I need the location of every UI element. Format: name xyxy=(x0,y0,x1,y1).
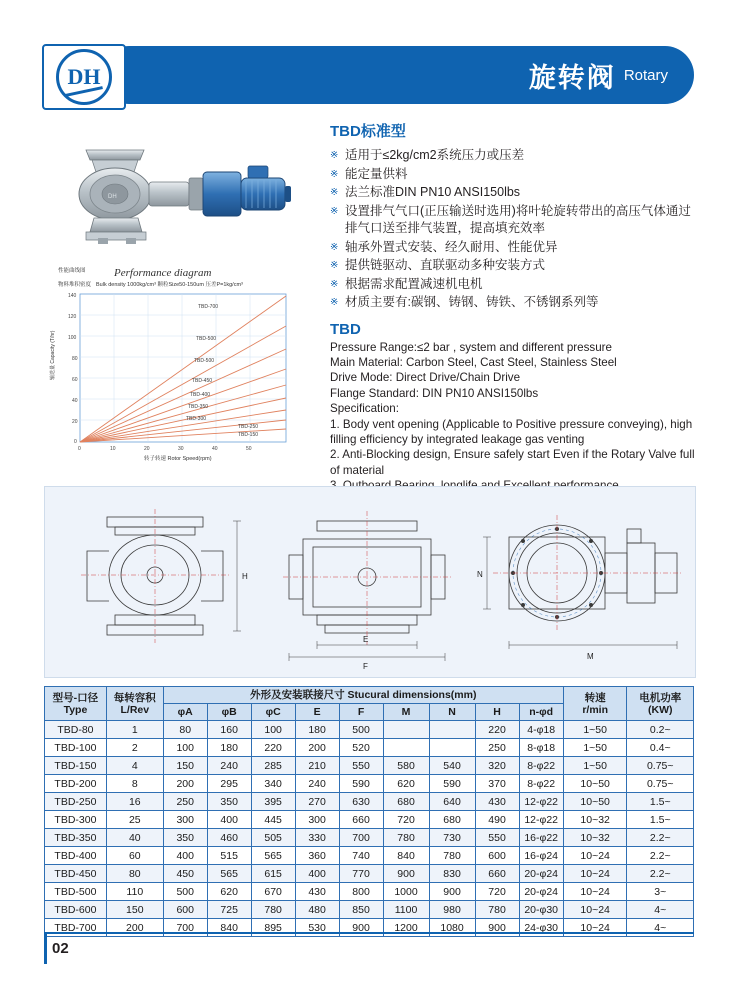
cell-b: 160 xyxy=(207,721,251,739)
cell-m xyxy=(383,739,429,757)
list-item-text: 设置排气气口(正压输送时选用)将叶轮旋转带出的高压气体通过排气口送至排气装置，提高填充效率 xyxy=(345,203,691,235)
th-dim-f: F xyxy=(339,704,383,721)
cell-c: 340 xyxy=(251,775,295,793)
cell-h: 900 xyxy=(475,919,519,937)
chart-title-cn: 性能曲线图 xyxy=(58,268,86,274)
cell-c: 780 xyxy=(251,901,295,919)
cell-type: TBD-700 xyxy=(45,919,107,937)
series-label: TBD-450 xyxy=(192,378,213,384)
cell-m: 1200 xyxy=(383,919,429,937)
th-dim-n: N xyxy=(429,704,475,721)
specification-table xyxy=(44,686,694,937)
cell-a: 200 xyxy=(163,775,207,793)
svg-text:30: 30 xyxy=(178,446,184,452)
table-row xyxy=(45,829,694,847)
cell-kw: 2.2~ xyxy=(627,865,694,883)
cell-b: 240 xyxy=(207,757,251,775)
cell-b: 840 xyxy=(207,919,251,937)
list-item xyxy=(330,184,698,202)
cell-n: 590 xyxy=(429,775,475,793)
series-label: TBD-700 xyxy=(198,304,219,310)
cell-nd: 12-φ22 xyxy=(519,811,563,829)
cell-kw: 1.5~ xyxy=(627,811,694,829)
en-line: Flange Standard: DIN PN10 ANSI150lbs xyxy=(330,386,539,400)
list-item-text: 根据需求配置减速机电机 xyxy=(345,276,483,291)
header-title-bar xyxy=(100,46,694,104)
company-logo xyxy=(42,44,126,110)
cell-n: 900 xyxy=(429,883,475,901)
svg-text:20: 20 xyxy=(72,419,78,425)
cell-lrev: 80 xyxy=(106,865,163,883)
cell-a: 400 xyxy=(163,847,207,865)
th-dim-a: φA xyxy=(163,704,207,721)
cell-nd: 20-φ24 xyxy=(519,865,563,883)
cell-e: 300 xyxy=(295,811,339,829)
en-line: Specification: xyxy=(330,402,399,416)
cell-type: TBD-150 xyxy=(45,757,107,775)
cell-f: 850 xyxy=(339,901,383,919)
cell-n: 980 xyxy=(429,901,475,919)
bullet-marker-icon: ※ xyxy=(330,205,339,217)
cell-m: 1000 xyxy=(383,883,429,901)
series-label: TBD-250 xyxy=(238,424,259,430)
cell-kw: 0.4~ xyxy=(627,739,694,757)
cell-speed: 10~24 xyxy=(563,847,627,865)
svg-text:转子转速 Rotor Speed(rpm): 转子转速 Rotor Speed(rpm) xyxy=(144,456,212,462)
cell-speed: 10~24 xyxy=(563,865,627,883)
table-row xyxy=(45,847,694,865)
bullet-marker-icon: ※ xyxy=(330,150,339,161)
svg-text:40: 40 xyxy=(212,446,218,452)
cell-nd: 8-φ22 xyxy=(519,757,563,775)
dimension-label-m: M xyxy=(587,652,594,661)
footer-accent-bar xyxy=(44,934,47,964)
cell-b: 180 xyxy=(207,739,251,757)
cell-lrev: 40 xyxy=(106,829,163,847)
en-line: Main Material: Carbon Steel, Cast Steel, Stainless Steel xyxy=(330,355,617,369)
cell-speed: 10~24 xyxy=(563,919,627,937)
series-label: TBD-150 xyxy=(238,432,259,438)
list-item xyxy=(330,166,698,184)
list-item xyxy=(330,147,698,165)
cell-f: 550 xyxy=(339,757,383,775)
svg-text:40: 40 xyxy=(72,398,78,404)
cell-m: 900 xyxy=(383,865,429,883)
cell-b: 350 xyxy=(207,793,251,811)
cell-kw: 3~ xyxy=(627,883,694,901)
cell-h: 320 xyxy=(475,757,519,775)
cell-type: TBD-350 xyxy=(45,829,107,847)
performance-chart xyxy=(48,262,310,474)
cell-a: 700 xyxy=(163,919,207,937)
dimension-label-n: N xyxy=(477,570,483,579)
bullet-marker-icon: ※ xyxy=(330,278,339,290)
svg-text:50: 50 xyxy=(246,446,252,452)
chart-subtitle-cn: 物料堆积密度 xyxy=(58,282,92,288)
cell-h: 250 xyxy=(475,739,519,757)
series-label: TBD-400 xyxy=(190,392,211,398)
th-dim-b: φB xyxy=(207,704,251,721)
table-row xyxy=(45,739,694,757)
cell-e: 200 xyxy=(295,739,339,757)
cell-nd: 4-φ18 xyxy=(519,721,563,739)
cell-m: 580 xyxy=(383,757,429,775)
table-row xyxy=(45,757,694,775)
bullet-marker-icon: ※ xyxy=(330,297,339,308)
cell-c: 670 xyxy=(251,883,295,901)
cell-f: 660 xyxy=(339,811,383,829)
cell-h: 430 xyxy=(475,793,519,811)
th-dim-m: M xyxy=(383,704,429,721)
svg-text:输送量 Capacity (T/hr): 输送量 Capacity (T/hr) xyxy=(50,330,56,380)
cell-n: 830 xyxy=(429,865,475,883)
cell-kw: 0.75~ xyxy=(627,757,694,775)
cell-kw: 0.75~ xyxy=(627,775,694,793)
cell-e: 210 xyxy=(295,757,339,775)
cell-speed: 1~50 xyxy=(563,757,627,775)
en-line: 2. Anti-Blocking design, Ensure safely start Even if the Rotary Valve full of material xyxy=(330,448,695,477)
cell-lrev: 110 xyxy=(106,883,163,901)
cell-f: 520 xyxy=(339,739,383,757)
th-dimensions: 外形及安装联接尺寸 Stucural dimensions(mm) xyxy=(163,687,563,704)
en-line: Pressure Range:≤2 bar , system and different pressure xyxy=(330,340,612,354)
cell-type: TBD-250 xyxy=(45,793,107,811)
cell-n: 540 xyxy=(429,757,475,775)
bullet-marker-icon: ※ xyxy=(330,168,339,180)
cell-h: 660 xyxy=(475,865,519,883)
cell-speed: 10~50 xyxy=(563,793,627,811)
cell-c: 100 xyxy=(251,721,295,739)
en-line: 1. Body vent opening (Applicable to Positive pressure conveying), high filling efficiency by integrated leakage gas venting xyxy=(330,417,693,446)
cell-b: 515 xyxy=(207,847,251,865)
dimension-label-f: F xyxy=(363,662,368,671)
th-speed: 转速 r/min xyxy=(563,687,627,721)
cell-kw: 2.2~ xyxy=(627,847,694,865)
cell-a: 500 xyxy=(163,883,207,901)
page-footer xyxy=(44,932,694,968)
table-row xyxy=(45,793,694,811)
bullet-marker-icon: ※ xyxy=(330,241,339,253)
series-label: TBD-500 xyxy=(196,336,217,342)
cell-b: 565 xyxy=(207,865,251,883)
cell-f: 500 xyxy=(339,721,383,739)
svg-text:10: 10 xyxy=(110,446,116,452)
series-label: TBD-500 xyxy=(194,358,215,364)
cell-type: TBD-80 xyxy=(45,721,107,739)
cell-n: 780 xyxy=(429,847,475,865)
cell-lrev: 25 xyxy=(106,811,163,829)
table-row xyxy=(45,811,694,829)
cell-kw: 1.5~ xyxy=(627,793,694,811)
cell-speed: 10~32 xyxy=(563,811,627,829)
cell-e: 270 xyxy=(295,793,339,811)
cell-speed: 10~32 xyxy=(563,829,627,847)
cell-lrev: 200 xyxy=(106,919,163,937)
cell-e: 240 xyxy=(295,775,339,793)
dimension-label-h: H xyxy=(242,572,248,581)
list-item-text: 适用于≤2kg/cm2系统压力或压差 xyxy=(345,148,525,162)
bullet-marker-icon: ※ xyxy=(330,260,339,271)
svg-text:120: 120 xyxy=(68,314,77,320)
cell-a: 600 xyxy=(163,901,207,919)
cell-h: 490 xyxy=(475,811,519,829)
cell-nd: 8-φ18 xyxy=(519,739,563,757)
cell-f: 740 xyxy=(339,847,383,865)
cell-h: 370 xyxy=(475,775,519,793)
svg-text:80: 80 xyxy=(72,356,78,362)
th-dim-e: E xyxy=(295,704,339,721)
table-row xyxy=(45,775,694,793)
cn-section-title: TBD标准型 xyxy=(330,123,406,140)
cell-b: 620 xyxy=(207,883,251,901)
cell-h: 600 xyxy=(475,847,519,865)
cell-e: 360 xyxy=(295,847,339,865)
technical-drawings-band xyxy=(44,486,696,678)
chart-title: Performance diagram xyxy=(114,267,212,279)
list-item xyxy=(330,257,698,275)
table-header-row xyxy=(45,687,694,704)
series-label: TBD-300 xyxy=(186,416,207,422)
en-line: Drive Mode: Direct Drive/Chain Drive xyxy=(330,371,521,385)
cell-e: 180 xyxy=(295,721,339,739)
cell-type: TBD-600 xyxy=(45,901,107,919)
th-dim-h: H xyxy=(475,704,519,721)
page-title-en: Rotary xyxy=(623,66,668,84)
cell-a: 350 xyxy=(163,829,207,847)
cell-m: 720 xyxy=(383,811,429,829)
cell-b: 400 xyxy=(207,811,251,829)
product-photo xyxy=(48,132,298,257)
cell-c: 285 xyxy=(251,757,295,775)
cell-c: 505 xyxy=(251,829,295,847)
cell-kw: 4~ xyxy=(627,901,694,919)
list-item xyxy=(330,203,698,238)
cell-c: 445 xyxy=(251,811,295,829)
list-item-text: 法兰标准DIN PN10 ANSI150lbs xyxy=(345,185,521,199)
cell-lrev: 150 xyxy=(106,901,163,919)
cell-n xyxy=(429,739,475,757)
svg-text:100: 100 xyxy=(68,335,77,341)
cell-speed: 10~50 xyxy=(563,775,627,793)
svg-text:20: 20 xyxy=(144,446,150,452)
cell-type: TBD-400 xyxy=(45,847,107,865)
cell-e: 530 xyxy=(295,919,339,937)
cell-lrev: 8 xyxy=(106,775,163,793)
cell-kw: 4~ xyxy=(627,919,694,937)
cell-f: 700 xyxy=(339,829,383,847)
series-label: TBD-350 xyxy=(188,404,209,410)
page-number: 02 xyxy=(52,940,69,957)
list-item xyxy=(330,239,698,257)
cell-m: 1100 xyxy=(383,901,429,919)
cell-nd: 20-φ24 xyxy=(519,883,563,901)
cell-b: 295 xyxy=(207,775,251,793)
list-item-text: 能定量供料 xyxy=(345,166,408,181)
cell-lrev: 4 xyxy=(106,757,163,775)
cell-h: 220 xyxy=(475,721,519,739)
cell-a: 450 xyxy=(163,865,207,883)
specification-column xyxy=(330,120,698,494)
cell-c: 395 xyxy=(251,793,295,811)
cell-type: TBD-450 xyxy=(45,865,107,883)
bullet-marker-icon: ※ xyxy=(330,187,339,198)
cell-n xyxy=(429,721,475,739)
table-row xyxy=(45,865,694,883)
cell-a: 150 xyxy=(163,757,207,775)
cell-lrev: 1 xyxy=(106,721,163,739)
table-body xyxy=(45,721,694,937)
th-lrev: 每转容积 L/Rev xyxy=(106,687,163,721)
cell-nd: 24-φ30 xyxy=(519,919,563,937)
cell-lrev: 16 xyxy=(106,793,163,811)
logo-text: DH xyxy=(56,49,112,105)
cell-e: 330 xyxy=(295,829,339,847)
cell-n: 730 xyxy=(429,829,475,847)
cell-type: TBD-500 xyxy=(45,883,107,901)
th-dim-c: φC xyxy=(251,704,295,721)
cell-c: 565 xyxy=(251,847,295,865)
drawing-front-view xyxy=(51,491,259,673)
cell-m xyxy=(383,721,429,739)
cell-speed: 10~24 xyxy=(563,901,627,919)
list-item-text: 提供链驱动、直联驱动多种安装方式 xyxy=(345,258,546,272)
table-row xyxy=(45,883,694,901)
cell-c: 220 xyxy=(251,739,295,757)
page-header xyxy=(42,44,694,106)
cell-m: 840 xyxy=(383,847,429,865)
dimension-label-e: E xyxy=(363,635,369,644)
cell-nd: 12-φ22 xyxy=(519,793,563,811)
cell-h: 550 xyxy=(475,829,519,847)
cell-a: 300 xyxy=(163,811,207,829)
table-row xyxy=(45,721,694,739)
th-power: 电机功率 (KW) xyxy=(627,687,694,721)
cell-b: 460 xyxy=(207,829,251,847)
cell-f: 590 xyxy=(339,775,383,793)
cell-type: TBD-300 xyxy=(45,811,107,829)
cell-f: 770 xyxy=(339,865,383,883)
svg-text:60: 60 xyxy=(72,377,78,383)
cell-nd: 8-φ22 xyxy=(519,775,563,793)
cell-e: 480 xyxy=(295,901,339,919)
th-type: 型号-口径 Type xyxy=(45,687,107,721)
th-dim-nd: n-φd xyxy=(519,704,563,721)
cell-c: 615 xyxy=(251,865,295,883)
cell-kw: 2.2~ xyxy=(627,829,694,847)
cell-n: 680 xyxy=(429,811,475,829)
cell-speed: 1~50 xyxy=(563,721,627,739)
cell-f: 630 xyxy=(339,793,383,811)
cell-kw: 0.2~ xyxy=(627,721,694,739)
cell-speed: 1~50 xyxy=(563,739,627,757)
cell-nd: 16-φ24 xyxy=(519,847,563,865)
cn-bullet-list xyxy=(330,147,698,312)
drawing-top-view xyxy=(475,491,689,673)
cell-nd: 16-φ22 xyxy=(519,829,563,847)
svg-text:0: 0 xyxy=(74,439,77,445)
cell-type: TBD-200 xyxy=(45,775,107,793)
cell-m: 620 xyxy=(383,775,429,793)
cell-a: 80 xyxy=(163,721,207,739)
cell-b: 725 xyxy=(207,901,251,919)
cell-lrev: 60 xyxy=(106,847,163,865)
cell-type: TBD-100 xyxy=(45,739,107,757)
list-item xyxy=(330,276,698,294)
svg-text:0: 0 xyxy=(78,446,81,452)
cell-m: 680 xyxy=(383,793,429,811)
list-item-text: 材质主要有:碳钢、铸钢、铸铁、不锈钢系列等 xyxy=(345,295,599,309)
cell-lrev: 2 xyxy=(106,739,163,757)
table-row xyxy=(45,901,694,919)
cell-n: 640 xyxy=(429,793,475,811)
cell-h: 780 xyxy=(475,901,519,919)
cell-e: 400 xyxy=(295,865,339,883)
cell-a: 100 xyxy=(163,739,207,757)
list-item-text: 轴承外置式安装、经久耐用、性能优异 xyxy=(345,239,558,254)
page-title-cn: 旋转阀 xyxy=(528,62,616,93)
list-item xyxy=(330,294,698,312)
cell-n: 1080 xyxy=(429,919,475,937)
cell-m: 780 xyxy=(383,829,429,847)
chart-subtitle: Bulk density 1000kg/cm³ 颗粒Size50-150um 压差P=1kg/cm³ xyxy=(96,282,243,288)
svg-text:DH: DH xyxy=(108,194,117,200)
cell-a: 250 xyxy=(163,793,207,811)
cell-f: 900 xyxy=(339,919,383,937)
cell-c: 895 xyxy=(251,919,295,937)
en-section-title: TBD xyxy=(330,320,361,338)
cell-nd: 20-φ30 xyxy=(519,901,563,919)
svg-text:140: 140 xyxy=(68,293,77,299)
cell-h: 720 xyxy=(475,883,519,901)
cell-f: 800 xyxy=(339,883,383,901)
cell-e: 430 xyxy=(295,883,339,901)
cell-speed: 10~24 xyxy=(563,883,627,901)
drawing-side-view xyxy=(263,491,471,673)
